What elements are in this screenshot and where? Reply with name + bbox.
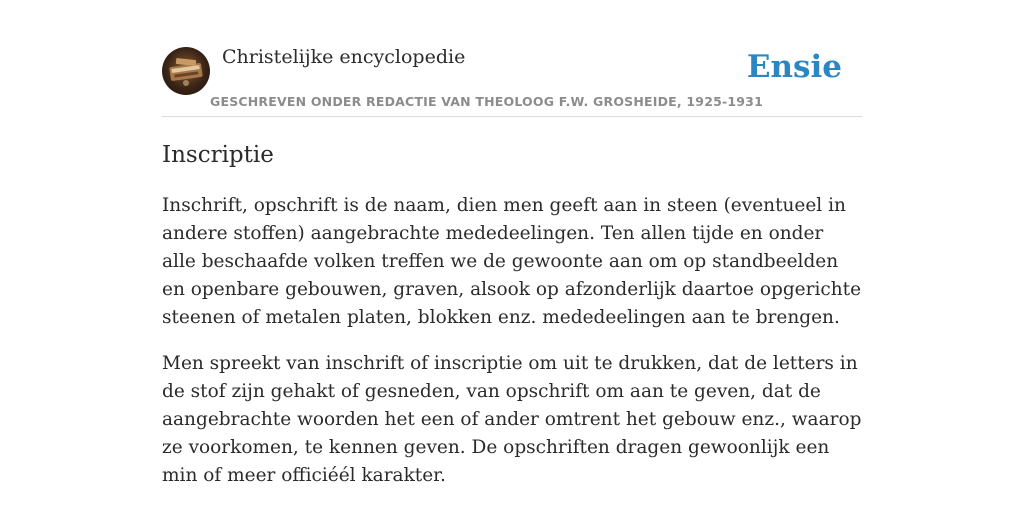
site-title[interactable]: Christelijke encyclopedie (222, 46, 466, 68)
article-title: Inscriptie (162, 142, 274, 168)
article (162, 138, 862, 490)
article-paragraph: Men spreekt van inschrift of inscriptie om uit te drukken, dat de letters in de stof zijn gehakt of gesneden, van opschrift om aan te geven, dat de aangebrachte woorden het een of ander omtrent het gebouw enz., waarop ze voorkomen, te kennen geven. De opschriften dragen gewoonlijk een min of meer officiéél karakter. (162, 353, 862, 486)
book-photo-icon[interactable] (162, 47, 210, 95)
site-header (162, 44, 862, 117)
site-subtitle: GESCHREVEN ONDER REDACTIE VAN THEOLOOG F.W. GROSHEIDE, 1925-1931 (210, 94, 763, 109)
brand-logo-link[interactable]: Ensie (746, 49, 842, 85)
article-paragraph: Inschrift, opschrift is de naam, dien men geeft aan in steen (eventueel in andere stoffen) aangebrachte mededeelingen. Ten allen tijde en onder alle beschaafde volken treffen we de gewoonte aan om op standbeelden en openbare gebouwen, graven, alsook op afzonderlijk daartoe opgerichte steenen of metalen platen, blokken enz. mededeelingen aan te brengen. (162, 195, 862, 328)
